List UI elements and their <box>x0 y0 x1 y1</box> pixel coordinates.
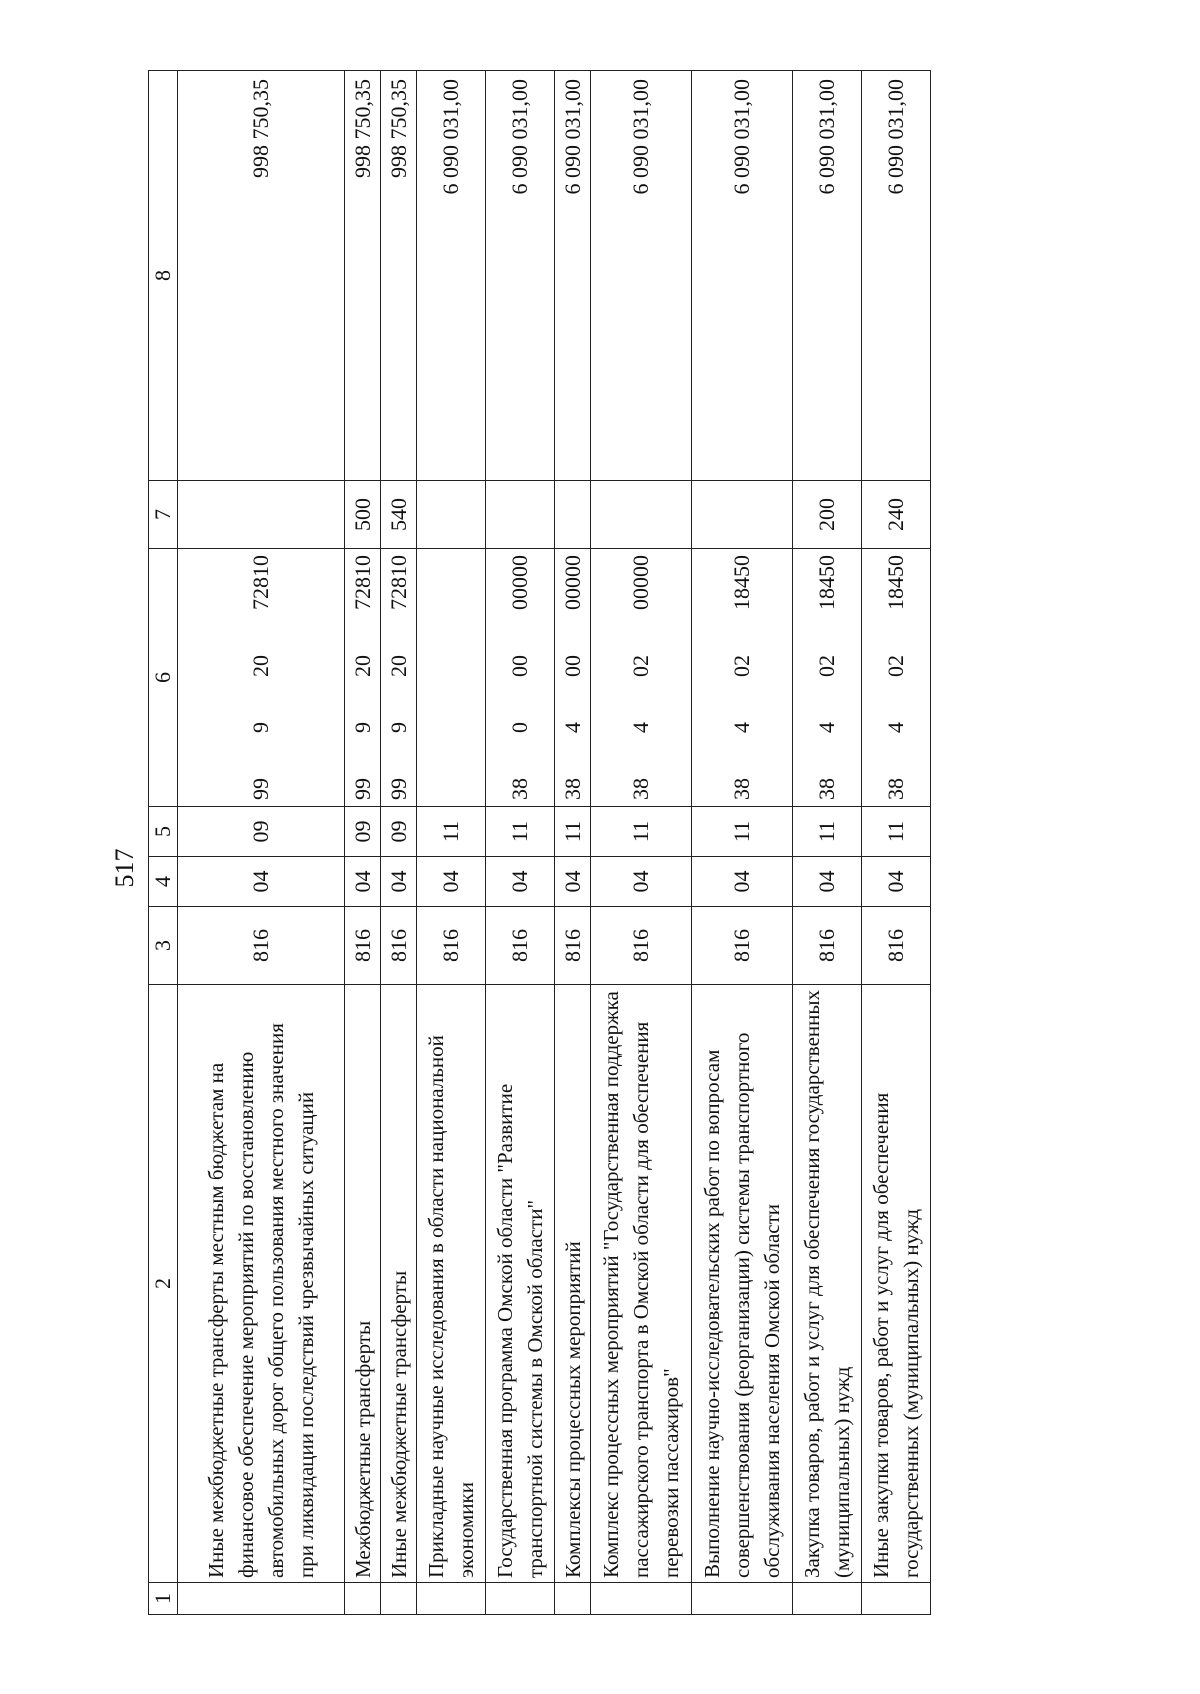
target-event: 20 <box>385 655 411 677</box>
ministry-code-cell: 816 <box>417 907 486 985</box>
target-direction: 00000 <box>559 555 585 610</box>
expense-type-cell: 500 <box>345 481 381 549</box>
target-article-cell <box>381 549 417 807</box>
amount-cell: 6 090 031,00 <box>692 71 793 481</box>
description-cell: Прикладные научные исследования в области национальной экономики <box>417 985 486 1583</box>
section-code-cell: 04 <box>486 857 555 907</box>
description-cell: Закупка товаров, работ и услуг для обеспечения государственных (муниципальных) нужд <box>793 985 862 1583</box>
row-number-cell <box>486 1583 555 1615</box>
description-cell: Выполнение научно-исследовательских работ по вопросам совершенствования (реорганизации) системы транспортного обслуживания населения Омской области <box>692 985 793 1583</box>
target-direction: 18450 <box>883 555 908 610</box>
ministry-code-cell: 816 <box>345 907 381 985</box>
table-row <box>486 71 555 1615</box>
target-article-cell <box>417 549 486 807</box>
target-direction: 72810 <box>349 555 375 610</box>
section-code-cell: 04 <box>345 857 381 907</box>
target-program: 38 <box>507 778 532 800</box>
expense-type-cell <box>178 481 345 549</box>
rotated-table-frame <box>148 71 1014 1615</box>
ministry-code-cell: 816 <box>381 907 417 985</box>
ministry-code-cell: 816 <box>555 907 591 985</box>
subsection-code-cell: 11 <box>793 807 862 857</box>
subsection-code-cell: 11 <box>591 807 692 857</box>
amount-cell: 6 090 031,00 <box>793 71 862 481</box>
target-event: 02 <box>814 655 839 677</box>
rotated-table-inner <box>148 71 1014 1615</box>
description-cell: Комплекс процессных мероприятий "Государственная поддержка пассажирского транспорта в Омской области для обеспечения перевозки пассажиров" <box>591 985 692 1583</box>
table-row <box>555 71 591 1615</box>
col-header-5: 5 <box>149 807 178 857</box>
row-number-cell <box>591 1583 692 1615</box>
ministry-code-cell: 816 <box>591 907 692 985</box>
row-number-cell <box>417 1583 486 1615</box>
description-cell: Комплексы процессных мероприятий <box>555 985 591 1583</box>
amount-cell: 6 090 031,00 <box>417 71 486 481</box>
target-direction: 00000 <box>507 555 532 610</box>
section-code-cell: 04 <box>793 857 862 907</box>
target-event: 02 <box>628 655 653 677</box>
target-subprogram: 0 <box>507 722 532 733</box>
amount-cell: 998 750,35 <box>381 71 417 481</box>
amount-cell: 998 750,35 <box>178 71 345 481</box>
section-code-cell: 04 <box>555 857 591 907</box>
table-row <box>178 71 345 1615</box>
target-event: 02 <box>883 655 908 677</box>
target-direction: 00000 <box>628 555 653 610</box>
ministry-code-cell: 816 <box>486 907 555 985</box>
description-cell: Межбюджетные трансферты <box>345 985 381 1583</box>
table-row <box>381 71 417 1615</box>
target-article-cell <box>486 549 555 807</box>
expense-type-cell <box>692 481 793 549</box>
target-article-cell <box>555 549 591 807</box>
col-header-6: 6 <box>149 549 178 807</box>
target-program: 38 <box>729 778 754 800</box>
target-subprogram: 9 <box>248 722 273 733</box>
amount-cell: 998 750,35 <box>345 71 381 481</box>
target-program: 38 <box>628 778 653 800</box>
target-program: 99 <box>349 778 375 800</box>
col-header-2: 2 <box>149 985 178 1583</box>
target-direction: 72810 <box>385 555 411 610</box>
row-number-cell <box>345 1583 381 1615</box>
table-row <box>591 71 692 1615</box>
amount-cell: 6 090 031,00 <box>555 71 591 481</box>
amount-cell: 6 090 031,00 <box>591 71 692 481</box>
target-event: 00 <box>559 655 585 677</box>
row-number-cell <box>793 1583 862 1615</box>
row-number-cell <box>692 1583 793 1615</box>
section-code-cell: 04 <box>591 857 692 907</box>
table-row <box>417 71 486 1615</box>
target-event: 02 <box>729 655 754 677</box>
target-program: 38 <box>559 778 585 800</box>
target-article-cell <box>178 549 345 807</box>
target-direction: 72810 <box>248 555 273 610</box>
expense-type-cell: 240 <box>862 481 931 549</box>
row-number-cell <box>862 1583 931 1615</box>
target-subprogram: 9 <box>385 722 411 733</box>
target-subprogram: 4 <box>628 722 653 733</box>
subsection-code-cell: 11 <box>692 807 793 857</box>
col-header-8: 8 <box>149 71 178 481</box>
amount-cell: 6 090 031,00 <box>862 71 931 481</box>
ministry-code-cell: 816 <box>862 907 931 985</box>
section-code-cell: 04 <box>862 857 931 907</box>
table-row <box>862 71 931 1615</box>
row-number-cell <box>381 1583 417 1615</box>
ministry-code-cell: 816 <box>178 907 345 985</box>
target-event: 20 <box>349 655 375 677</box>
section-code-cell: 04 <box>381 857 417 907</box>
description-cell: Государственная программа Омской области "Развитие транспортной системы в Омской области" <box>486 985 555 1583</box>
header-row <box>149 71 178 1615</box>
target-program: 99 <box>385 778 411 800</box>
section-code-cell: 04 <box>417 857 486 907</box>
target-event: 00 <box>507 655 532 677</box>
expense-type-cell <box>486 481 555 549</box>
table-row <box>692 71 793 1615</box>
target-event: 20 <box>248 655 273 677</box>
target-subprogram: 4 <box>559 722 585 733</box>
subsection-code-cell: 09 <box>345 807 381 857</box>
col-header-1: 1 <box>149 1583 178 1615</box>
target-subprogram: 4 <box>883 722 908 733</box>
expense-type-cell: 540 <box>381 481 417 549</box>
expense-type-cell <box>417 481 486 549</box>
target-direction: 18450 <box>729 555 754 610</box>
target-program: 38 <box>814 778 839 800</box>
expense-type-cell: 200 <box>793 481 862 549</box>
description-cell: Иные закупки товаров, работ и услуг для обеспечения государственных (муниципальных) нужд <box>862 985 931 1583</box>
target-subprogram: 4 <box>814 722 839 733</box>
ministry-code-cell: 816 <box>793 907 862 985</box>
target-subprogram: 4 <box>729 722 754 733</box>
row-number-cell <box>555 1583 591 1615</box>
col-header-3: 3 <box>149 907 178 985</box>
section-code-cell: 04 <box>178 857 345 907</box>
target-article-cell <box>692 549 793 807</box>
target-subprogram: 9 <box>349 722 375 733</box>
subsection-code-cell: 11 <box>486 807 555 857</box>
ministry-code-cell: 816 <box>692 907 793 985</box>
subsection-code-cell: 11 <box>862 807 931 857</box>
expense-type-cell <box>591 481 692 549</box>
row-number-cell <box>178 1583 345 1615</box>
table-row <box>793 71 862 1615</box>
expense-type-cell <box>555 481 591 549</box>
subsection-code-cell: 11 <box>555 807 591 857</box>
target-article-cell <box>862 549 931 807</box>
budget-table <box>148 70 931 1615</box>
subsection-code-cell: 11 <box>417 807 486 857</box>
target-article-cell <box>793 549 862 807</box>
target-direction: 18450 <box>814 555 839 610</box>
subsection-code-cell: 09 <box>381 807 417 857</box>
col-header-4: 4 <box>149 857 178 907</box>
table-row <box>345 71 381 1615</box>
description-cell: Иные межбюджетные трансферты <box>381 985 417 1583</box>
section-code-cell: 04 <box>692 857 793 907</box>
target-program: 38 <box>883 778 908 800</box>
target-program: 99 <box>248 778 273 800</box>
target-article-cell <box>591 549 692 807</box>
subsection-code-cell: 09 <box>178 807 345 857</box>
description-cell: Иные межбюджетные трансферты местным бюджетам на финансовое обеспечение мероприятий по восстановлению автомобильных дорог общего пользования местного значения при ликвидации последствий чрезвычайных ситуаций <box>178 985 345 1583</box>
col-header-7: 7 <box>149 481 178 549</box>
amount-cell: 6 090 031,00 <box>486 71 555 481</box>
target-article-cell <box>345 549 381 807</box>
page-number: 517 <box>110 848 139 888</box>
